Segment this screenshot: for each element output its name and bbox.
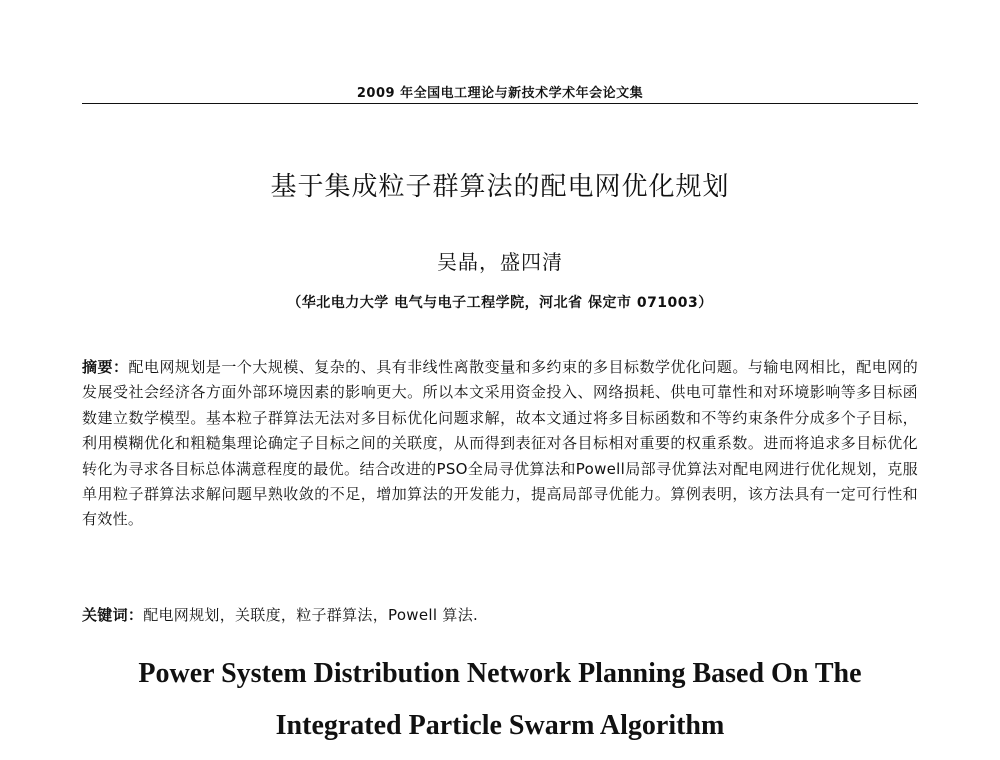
- abstract-label: 摘要：: [82, 358, 129, 376]
- paper-authors: 吴晶，盛四清: [437, 250, 563, 274]
- running-header: 2009 年全国电工理论与新技术学术年会论文集: [356, 86, 644, 101]
- abstract-text: 配电网规划是一个大规模、复杂的、具有非线性离散变量和多约束的多目标数学优化问题。与输电网相比，配电网的发展受社会经济各方面外部环境因素的影响更大。所以本文采用资金投入、网络损耗、供电可靠性和对环境影响等多目标函数建立数学模型。基本粒子群算法无法对多目标优化问题求解，故本文通过将多目标函数和不等约束条件分成多个子目标，利用模糊优化和粗糙集理论确定子目标之间的关联度，从而得到表征对各目标相对重要的权重系数。进而将追求多目标优化转化为寻求各目标总体满意程度的最优。结合改进的PSO全局寻优算法和Powell局部寻优算法对配电网进行优化规划，克服单用粒子群算法求解问题早熟收敛的不足，增加算法的开发能力，提高局部寻优能力。算例表明，该方法具有一定可行性和有效性。: [82, 358, 919, 529]
- paper-affiliation: （华北电力大学 电气与电子工程学院，河北省 保定市 071003）: [287, 295, 713, 311]
- abstract: [82, 355, 918, 533]
- paper-title-english: [0, 648, 1000, 752]
- keywords: [82, 603, 918, 628]
- paper-title-english-line-2: Integrated Particle Swarm Algorithm: [275, 710, 725, 741]
- paper-title-english-line-1: Power System Distribution Network Planning Based On The: [138, 658, 862, 689]
- keywords-label: 关键词：: [82, 606, 144, 624]
- paper-title-chinese: 基于集成粒子群算法的配电网优化规划: [270, 172, 730, 202]
- header-rule: [82, 103, 918, 104]
- keywords-text: 配电网规划，关联度，粒子群算法，Powell 算法.: [143, 606, 479, 624]
